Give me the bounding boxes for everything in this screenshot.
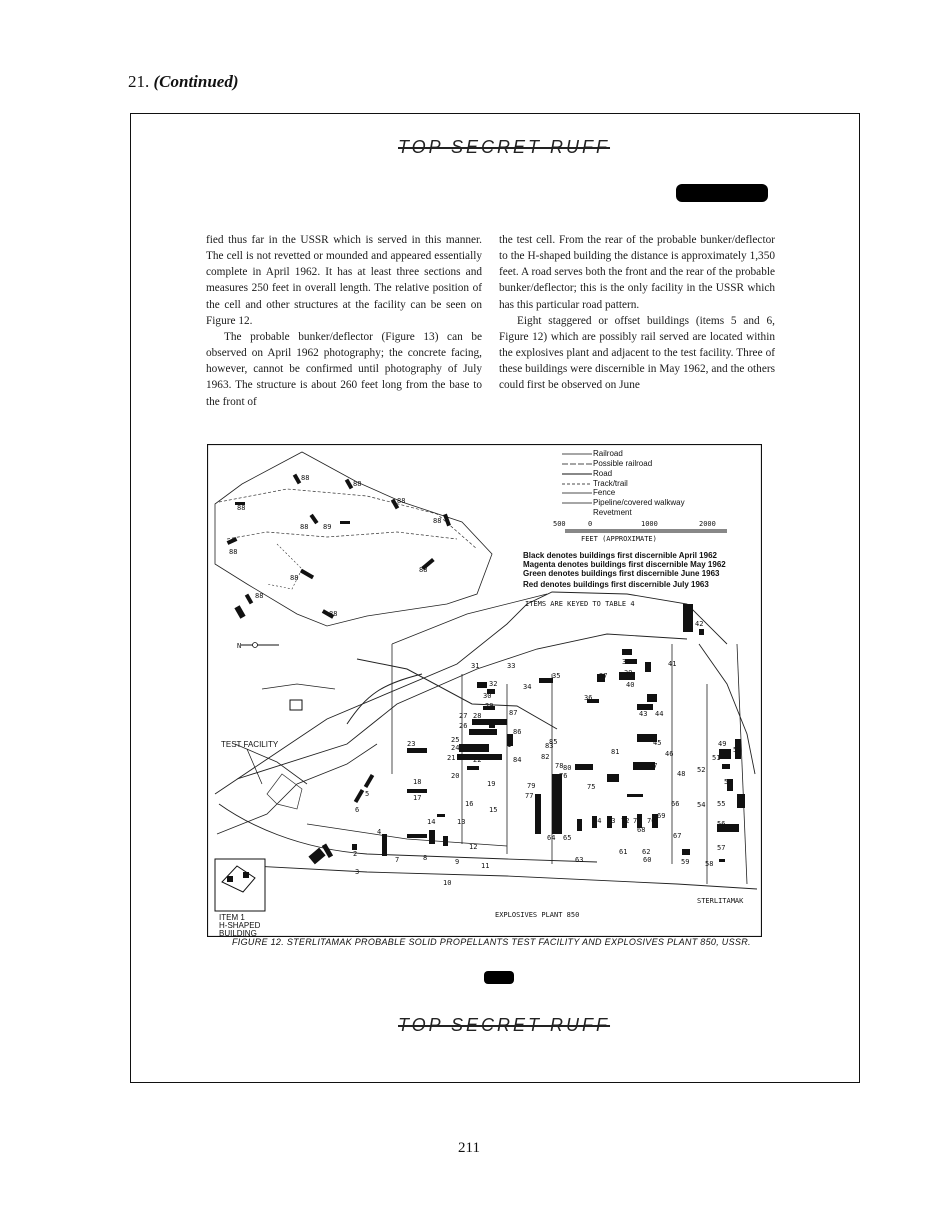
svg-text:9: 9 xyxy=(455,858,460,866)
svg-text:Possible railroad: Possible railroad xyxy=(593,459,653,468)
svg-text:26: 26 xyxy=(459,722,468,730)
svg-text:89: 89 xyxy=(323,523,332,531)
svg-text:ITEM 1: ITEM 1 xyxy=(219,913,245,922)
svg-text:32: 32 xyxy=(489,680,498,688)
svg-text:35: 35 xyxy=(552,672,561,680)
svg-text:30: 30 xyxy=(483,692,492,700)
svg-text:11: 11 xyxy=(481,862,490,870)
svg-text:58: 58 xyxy=(705,860,714,868)
svg-text:41: 41 xyxy=(668,660,677,668)
svg-text:8: 8 xyxy=(423,854,428,862)
svg-text:12: 12 xyxy=(469,843,478,851)
svg-text:88: 88 xyxy=(419,566,428,574)
svg-text:55: 55 xyxy=(717,800,726,808)
svg-text:20: 20 xyxy=(451,772,460,780)
classification-marking-top: TOP SECRET RUFF xyxy=(398,137,611,157)
svg-text:14: 14 xyxy=(427,818,436,826)
svg-text:62: 62 xyxy=(642,848,651,856)
svg-text:49: 49 xyxy=(718,740,727,748)
svg-text:43: 43 xyxy=(639,710,648,718)
svg-text:28: 28 xyxy=(473,712,482,720)
redaction-bar-bottom xyxy=(484,971,514,984)
svg-text:60: 60 xyxy=(643,856,652,864)
svg-text:50: 50 xyxy=(733,746,742,754)
svg-text:81: 81 xyxy=(611,748,620,756)
building-small xyxy=(290,700,302,710)
svg-text:500: 500 xyxy=(553,520,566,528)
svg-text:88: 88 xyxy=(353,480,362,488)
svg-text:BUILDING: BUILDING xyxy=(219,929,257,937)
svg-text:16: 16 xyxy=(465,800,474,808)
svg-text:85: 85 xyxy=(549,738,558,746)
svg-text:63: 63 xyxy=(575,856,584,864)
svg-text:N: N xyxy=(237,642,242,650)
figure-12-map xyxy=(207,444,762,937)
svg-text:54: 54 xyxy=(697,801,706,809)
section-heading xyxy=(128,72,239,92)
svg-text:84: 84 xyxy=(513,756,522,764)
svg-text:88: 88 xyxy=(433,517,442,525)
svg-text:2: 2 xyxy=(353,850,358,858)
svg-text:Magenta denotes buildings firs: Magenta denotes buildings first discernible May 1962 xyxy=(523,560,726,569)
svg-text:59: 59 xyxy=(681,858,690,866)
svg-text:29: 29 xyxy=(485,702,494,710)
svg-text:79: 79 xyxy=(527,782,536,790)
svg-text:69: 69 xyxy=(657,812,666,820)
svg-text:18: 18 xyxy=(413,778,422,786)
paragraph: Eight staggered or offset buildings (items 5 and 6, Figure 12) which are possibly rail served are located within the explosives plant and adjacent to the test facility. Three of these buildings were discernible in May 1962, and the others could first be observed on June xyxy=(499,314,775,392)
svg-text:3: 3 xyxy=(355,868,360,876)
svg-text:88: 88 xyxy=(229,548,238,556)
svg-text:56: 56 xyxy=(717,820,726,828)
svg-text:34: 34 xyxy=(523,683,532,691)
svg-text:23: 23 xyxy=(407,740,416,748)
h-shaped-building-inset xyxy=(215,859,265,911)
svg-text:78: 78 xyxy=(555,762,564,770)
svg-text:Black denotes buildings first: Black denotes buildings first discernible April 1962 xyxy=(523,551,717,560)
svg-text:2000: 2000 xyxy=(699,520,716,528)
svg-text:Revetment: Revetment xyxy=(593,508,632,517)
svg-text:39: 39 xyxy=(624,669,633,677)
svg-text:67: 67 xyxy=(673,832,682,840)
svg-text:88: 88 xyxy=(237,504,246,512)
svg-text:88: 88 xyxy=(329,610,338,618)
svg-text:76: 76 xyxy=(559,772,568,780)
svg-text:Railroad: Railroad xyxy=(593,449,623,458)
svg-text:77: 77 xyxy=(525,792,534,800)
svg-text:73: 73 xyxy=(607,817,616,825)
svg-text:10: 10 xyxy=(443,879,452,887)
svg-text:Red denotes buildings first di: Red denotes buildings first discernible July 1963 xyxy=(523,580,709,589)
svg-text:47: 47 xyxy=(649,762,658,770)
svg-text:88: 88 xyxy=(301,474,310,482)
svg-text:82: 82 xyxy=(541,753,550,761)
svg-text:68: 68 xyxy=(637,826,646,834)
svg-text:83: 83 xyxy=(545,742,554,750)
svg-text:70: 70 xyxy=(647,817,656,825)
svg-text:57: 57 xyxy=(717,844,726,852)
svg-text:22: 22 xyxy=(473,756,482,764)
paragraph: the test cell. From the rear of the probable bunker/deflector to the H-shaped building the distance is approximately 1,350 feet. A road serves both the front and the rear of the probable bunker/deflector; this is the only facility in the USSR which has this particular road pattern. xyxy=(499,234,775,311)
svg-text:45: 45 xyxy=(653,739,662,747)
svg-text:Road: Road xyxy=(593,469,613,478)
section-continued-note: (Continued) xyxy=(153,72,239,91)
svg-text:74: 74 xyxy=(593,817,602,825)
svg-text:13: 13 xyxy=(457,818,466,826)
svg-text:88: 88 xyxy=(300,523,309,531)
svg-text:1: 1 xyxy=(507,741,512,749)
paragraph: The probable bunker/deflector (Figure 13) can be observed on April 1962 photography; the concrete facing, however, cannot be confirmed until photography of July 1963. The structure is about 260 feet long from the base to the front of xyxy=(206,330,482,408)
body-text-left-column xyxy=(206,232,482,410)
svg-text:Fence: Fence xyxy=(593,488,616,497)
svg-text:72: 72 xyxy=(621,817,630,825)
svg-text:36: 36 xyxy=(584,694,593,702)
svg-text:24: 24 xyxy=(451,744,460,752)
svg-text:FEET (APPROXIMATE): FEET (APPROXIMATE) xyxy=(581,535,657,543)
svg-text:38: 38 xyxy=(622,658,631,666)
svg-text:H-SHAPED: H-SHAPED xyxy=(219,921,261,930)
svg-text:7: 7 xyxy=(395,856,400,864)
svg-text:STERLITAMAK: STERLITAMAK xyxy=(697,897,744,905)
svg-text:ITEMS ARE KEYED TO TABLE 4: ITEMS ARE KEYED TO TABLE 4 xyxy=(525,600,635,608)
svg-text:52: 52 xyxy=(697,766,706,774)
svg-text:65: 65 xyxy=(563,834,572,842)
classification-marking-bottom: TOP SECRET RUFF xyxy=(398,1015,611,1035)
svg-text:0: 0 xyxy=(588,520,593,528)
svg-text:88: 88 xyxy=(290,574,299,582)
svg-text:17: 17 xyxy=(413,794,422,802)
svg-text:40: 40 xyxy=(626,681,635,689)
building-4 xyxy=(382,834,387,856)
svg-text:44: 44 xyxy=(655,710,664,718)
svg-text:33: 33 xyxy=(507,662,516,670)
svg-text:15: 15 xyxy=(489,806,498,814)
body-text-right-column xyxy=(499,232,775,394)
svg-text:66: 66 xyxy=(671,800,680,808)
svg-text:42: 42 xyxy=(695,620,704,628)
svg-text:27: 27 xyxy=(459,712,468,720)
svg-text:31: 31 xyxy=(471,662,480,670)
svg-text:75: 75 xyxy=(587,783,596,791)
svg-text:48: 48 xyxy=(677,770,686,778)
section-number: 21. xyxy=(128,72,150,91)
svg-text:25: 25 xyxy=(451,736,460,744)
svg-text:61: 61 xyxy=(619,848,628,856)
test-facility-label: TEST FACILITY xyxy=(221,740,279,749)
svg-text:4: 4 xyxy=(377,828,382,836)
svg-text:Pipeline/covered walkway: Pipeline/covered walkway xyxy=(593,498,685,507)
svg-text:86: 86 xyxy=(513,728,522,736)
svg-text:21: 21 xyxy=(447,754,456,762)
svg-text:Green denotes buildings first: Green denotes buildings first discernible June 1963 xyxy=(523,569,720,578)
svg-text:37: 37 xyxy=(599,672,608,680)
svg-text:71: 71 xyxy=(633,817,642,825)
figure-caption: FIGURE 12. STERLITAMAK PROBABLE SOLID PROPELLANTS TEST FACILITY AND EXPLOSIVES PLANT 850, USSR. xyxy=(232,937,751,947)
redaction-bar-top xyxy=(676,184,768,202)
svg-text:5: 5 xyxy=(365,790,370,798)
svg-text:64: 64 xyxy=(547,834,556,842)
svg-text:51: 51 xyxy=(712,754,721,762)
svg-text:88: 88 xyxy=(397,497,406,505)
svg-text:Track/trail: Track/trail xyxy=(593,479,628,488)
svg-text:46: 46 xyxy=(665,750,674,758)
svg-text:80: 80 xyxy=(563,764,572,772)
paragraph: fied thus far in the USSR which is served in this manner. The cell is not revetted or mounded and appeared essentially complete in April 1962. It has at least three sections and measures 250 feet in overall length. The relative position of the cell and other structures at the facility can be seen on Figure 12. xyxy=(206,234,482,327)
svg-text:88: 88 xyxy=(255,592,264,600)
svg-text:53: 53 xyxy=(724,778,733,786)
svg-text:6: 6 xyxy=(355,806,360,814)
svg-text:1000: 1000 xyxy=(641,520,658,528)
svg-text:19: 19 xyxy=(487,780,496,788)
svg-text:EXPLOSIVES PLANT 850: EXPLOSIVES PLANT 850 xyxy=(495,911,580,919)
svg-text:87: 87 xyxy=(509,709,518,717)
page-number: 211 xyxy=(458,1140,480,1156)
